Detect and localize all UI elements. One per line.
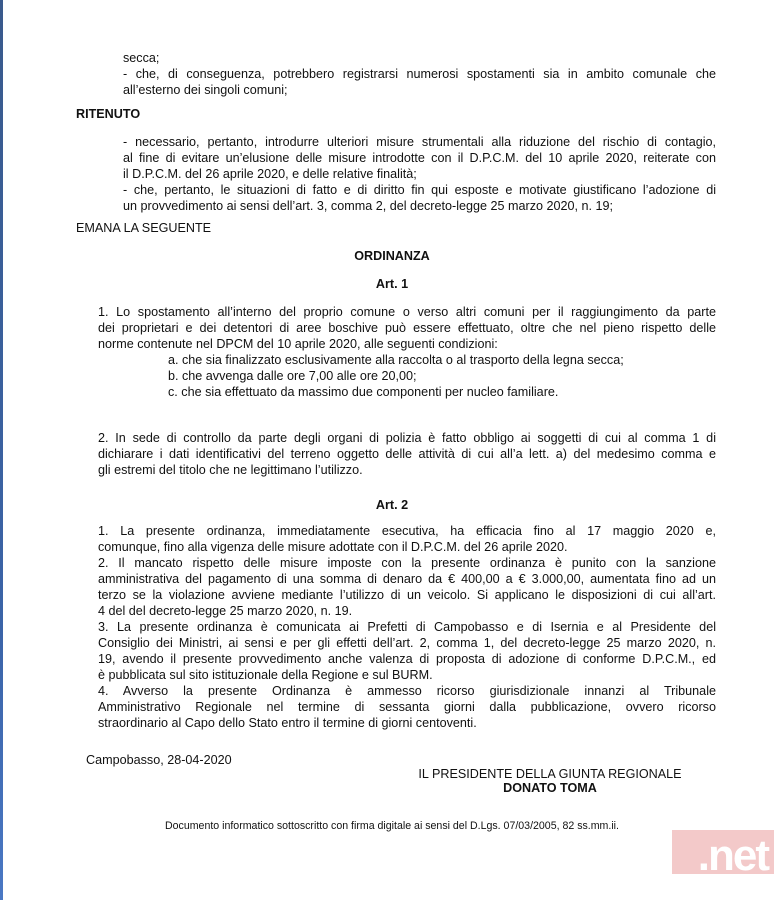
art1-para1-line: norme contenute nel DPCM del 10 aprile 2020, alle seguenti condizioni:: [98, 337, 498, 351]
ritenuto-line: - che, pertanto, le situazioni di fatto e di diritto fin qui esposte e motivate giustificano l’adozione di: [123, 183, 716, 197]
ritenuto-line: al fine di evitare un’elusione delle misure introdotte con il D.P.C.M. del 10 aprile 2020, reiterate con: [123, 151, 716, 165]
intro-line: all’esterno dei singoli comuni;: [123, 83, 288, 97]
window-left-border: [0, 0, 3, 900]
intro-line: - che, di conseguenza, potrebbero registrarsi numerosi spostamenti sia in ambito comunale che: [123, 67, 716, 81]
section-heading-ritenuto: RITENUTO: [76, 107, 141, 121]
art1-para1-line: dei proprietari e dei detentori di aree boschive può essere effettuato, oltre che nel pieno rispetto delle: [98, 321, 716, 335]
art2-line: amministrativa del pagamento di una somma di denaro da € 400,00 a € 3.000,00, aumentata fino ad un: [98, 572, 716, 586]
art2-line: 2. Il mancato rispetto delle misure imposte con la presente ordinanza è punito con la sanzione: [98, 556, 716, 570]
digital-signature-note: Documento informatico sottoscritto con firma digitale ai sensi del D.Lgs. 07/03/2005, 82 ss.mm.ii.: [165, 820, 619, 832]
condition-item-c: c. che sia effettuato da massimo due componenti per nucleo familiare.: [168, 385, 559, 399]
art2-line: 4 del del decreto-legge 25 marzo 2020, n. 19.: [98, 604, 353, 618]
condition-item-b: b. che avvenga dalle ore 7,00 alle ore 20,00;: [168, 369, 417, 383]
signatory-name: DONATO TOMA: [503, 781, 597, 795]
art2-line: Consiglio dei Ministri, ai sensi e per gli effetti dell’art. 2, comma 1, del decreto-legge 25 marzo 2020, n.: [98, 636, 716, 650]
art2-line: comunque, fino alla vigenza delle misure adottate con il D.P.C.M. del 26 aprile 2020.: [98, 540, 568, 554]
art2-line: è pubblicata sul sito istituzionale della Regione e sul BURM.: [98, 668, 433, 682]
art1-para1-line: 1. Lo spostamento all’interno del proprio comune o verso altri comuni per il raggiungimento da parte: [98, 305, 716, 319]
article-1-title: Art. 1: [375, 277, 409, 291]
watermark-text: .net: [697, 831, 768, 880]
ordinanza-title: ORDINANZA: [354, 249, 430, 263]
art1-para2-line: gli estremi del titolo che ne legittimano l’utilizzo.: [98, 463, 363, 477]
signatory-title: IL PRESIDENTE DELLA GIUNTA REGIONALE: [418, 767, 682, 781]
art2-line: 4. Avverso la presente Ordinanza è ammesso ricorso giurisdizionale innanzi al Tribunale: [98, 684, 716, 698]
intro-line: secca;: [123, 51, 160, 65]
art2-line: terzo se la violazione avviene mediante l’utilizzo di un veicolo. Si applicano le disposizioni di cui all’art.: [98, 588, 716, 602]
ritenuto-line: un provvedimento ai sensi dell’art. 3, comma 2, del decreto-legge 25 marzo 2020, n. 19;: [123, 199, 614, 213]
art2-line: 19, avendo il presente provvedimento anche valenza di proposta di adozione di conforme D.P.C.M., ed: [98, 652, 716, 666]
art2-line: 1. La presente ordinanza, immediatamente esecutiva, ha efficacia fino al 17 maggio 2020 e,: [98, 524, 716, 538]
art2-line: 3. La presente ordinanza è comunicata ai Prefetti di Campobasso e di Isernia e al Presidente del: [98, 620, 716, 634]
article-2-title: Art. 2: [375, 498, 409, 512]
art2-line: straordinario al Capo dello Stato entro il termine di giorni centoventi.: [98, 716, 477, 730]
emana-heading: EMANA LA SEGUENTE: [76, 221, 212, 235]
art2-line: Amministrativo Regionale nel termine di sessanta giorni dalla pubblicazione, ovvero ricorso: [98, 700, 716, 714]
art1-para2-line: dichiarare i dati identificativi del terreno oggetto delle attività di cui all’a lett. a) del medesimo comma e: [98, 447, 716, 461]
ritenuto-line: il D.P.C.M. del 26 aprile 2020, e delle relative finalità;: [123, 167, 417, 181]
watermark-logo: [672, 830, 774, 880]
condition-item-a: a. che sia finalizzato esclusivamente alla raccolta o al trasporto della legna secca;: [168, 353, 624, 367]
place-date: Campobasso, 28-04-2020: [86, 753, 232, 767]
ritenuto-line: - necessario, pertanto, introdurre ulteriori misure strumentali alla riduzione del rischio di contagio,: [123, 135, 716, 149]
art1-para2-line: 2. In sede di controllo da parte degli organi di polizia è fatto obbligo ai soggetti di cui al comma 1 di: [98, 431, 716, 445]
